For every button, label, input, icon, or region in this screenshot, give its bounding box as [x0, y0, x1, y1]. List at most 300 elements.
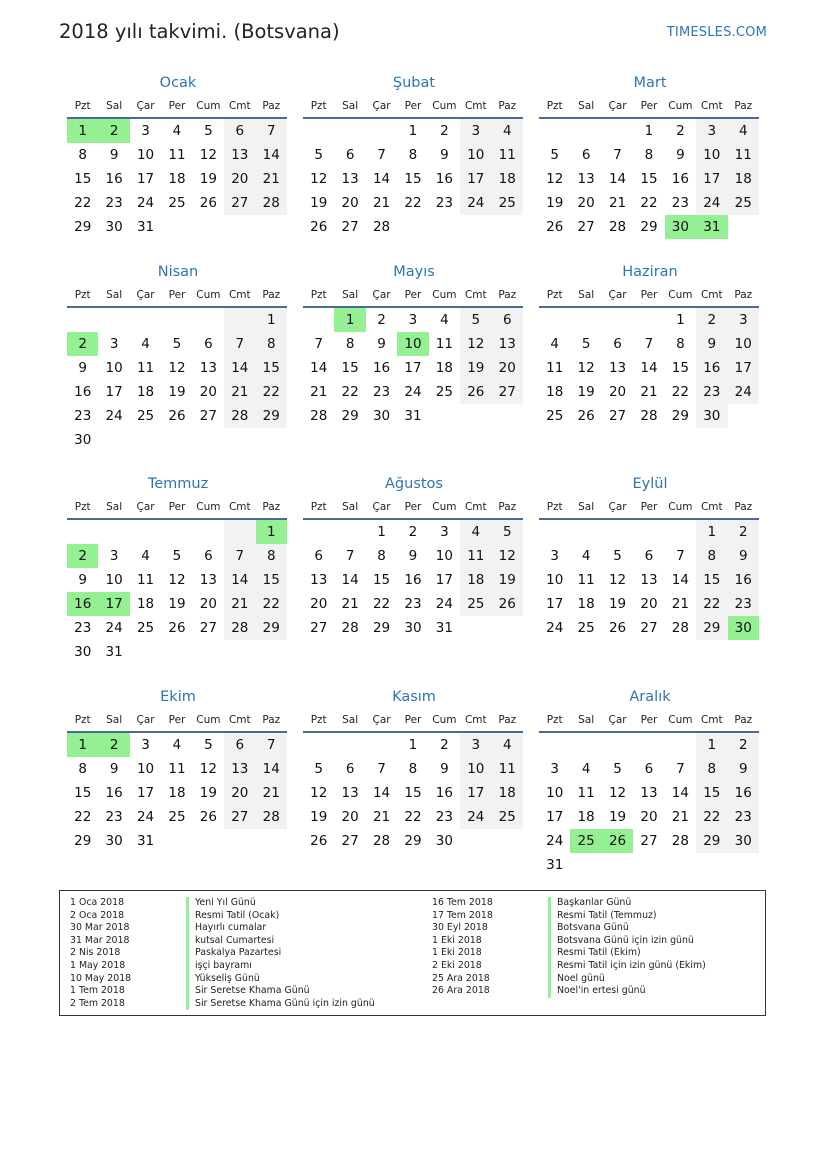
month-days-grid	[539, 495, 761, 640]
day-cell: 20	[199, 596, 217, 612]
day-cell: 23	[74, 620, 92, 636]
weekday-header: Pzt	[303, 94, 334, 119]
day-cell: 13	[341, 171, 359, 187]
day-cell: 3	[460, 119, 491, 143]
holiday-day: 2	[67, 544, 98, 568]
day-cell: 12	[460, 332, 491, 356]
empty-cell	[570, 119, 601, 143]
day-cell: 24	[404, 384, 422, 400]
day-cell: 24	[546, 620, 564, 636]
legend-column-left	[70, 897, 375, 1010]
day-cell: 5	[314, 147, 323, 163]
day-cell: 25	[492, 191, 523, 215]
day-cell: 5	[581, 336, 591, 352]
empty-cell	[67, 308, 98, 332]
weekday-header: Pzt	[67, 283, 98, 308]
day-cell: 4	[141, 336, 150, 352]
legend-holiday-name: Resmi Tatil için izin günü (Ekim)	[548, 960, 706, 973]
day-cell: 11	[168, 761, 186, 777]
day-cell: 7	[644, 336, 654, 352]
day-cell: 12	[577, 360, 595, 376]
legend-row	[432, 897, 706, 910]
holiday-day: 26	[602, 829, 633, 853]
legend-holiday-name: Botsvana Günü için izin günü	[548, 935, 694, 948]
day-cell: 6	[314, 548, 323, 564]
day-cell: 7	[256, 119, 287, 143]
day-cell: 10	[136, 761, 155, 777]
empty-cell	[303, 308, 334, 332]
month-title: Kasım	[392, 689, 436, 705]
empty-cell	[303, 520, 334, 544]
day-cell: 19	[460, 356, 491, 380]
day-cell: 12	[608, 572, 627, 588]
day-cell: 14	[671, 785, 689, 801]
legend-row	[70, 922, 375, 935]
weekday-header: Sal	[334, 94, 365, 119]
day-cell: 30	[74, 644, 92, 660]
day-cell: 21	[310, 384, 328, 400]
weekday-header: Paz	[728, 708, 759, 733]
day-cell: 23	[404, 596, 422, 612]
day-cell: 21	[372, 809, 391, 825]
weekday-header: Çar	[130, 708, 161, 733]
legend-row	[70, 998, 375, 1011]
legend-date: 10 May 2018	[70, 972, 132, 984]
day-cell: 19	[199, 785, 217, 801]
day-cell: 8	[256, 544, 287, 568]
month-days-grid	[67, 94, 289, 239]
day-cell: 17	[546, 596, 564, 612]
day-cell: 15	[256, 568, 287, 592]
day-cell: 7	[345, 548, 355, 564]
day-cell: 6	[204, 548, 213, 564]
day-cell: 1	[256, 308, 287, 332]
day-cell: 1	[408, 737, 418, 753]
day-cell: 6	[644, 761, 654, 777]
empty-cell	[570, 308, 601, 332]
day-cell: 7	[314, 336, 323, 352]
day-cell: 16	[728, 568, 759, 592]
day-cell: 24	[435, 596, 453, 612]
month-days-grid	[303, 708, 525, 853]
holiday-day: 31	[696, 215, 727, 239]
weekday-header: Pzt	[539, 495, 570, 520]
day-cell: 6	[492, 308, 523, 332]
month-9	[539, 473, 761, 640]
day-cell: 14	[256, 757, 287, 781]
day-cell: 19	[168, 384, 186, 400]
day-cell: 26	[199, 195, 217, 211]
legend-row	[70, 935, 375, 948]
day-cell: 23	[105, 195, 123, 211]
day-cell: 21	[640, 384, 658, 400]
month-7	[67, 473, 289, 664]
day-cell: 12	[168, 360, 186, 376]
day-cell: 11	[136, 572, 155, 588]
empty-cell	[570, 733, 601, 757]
holiday-day: 25	[570, 829, 601, 853]
day-cell: 18	[728, 167, 759, 191]
day-cell: 6	[613, 336, 622, 352]
day-cell: 31	[404, 408, 422, 424]
day-cell: 6	[345, 147, 355, 163]
day-cell: 16	[372, 360, 391, 376]
legend-date: 1 Oca 2018	[70, 897, 125, 908]
holiday-day: 2	[98, 733, 129, 757]
weekday-header: Çar	[130, 495, 161, 520]
holiday-day: 1	[67, 733, 98, 757]
day-cell: 24	[460, 191, 491, 215]
day-cell: 13	[640, 785, 658, 801]
day-cell: 27	[224, 805, 255, 829]
month-10	[67, 686, 289, 853]
day-cell: 15	[74, 171, 92, 187]
day-cell: 22	[372, 596, 391, 612]
weekday-header: Cum	[193, 495, 224, 520]
day-cell: 15	[404, 171, 422, 187]
legend-date: 1 Tem 2018	[70, 985, 125, 997]
weekday-header: Cmt	[224, 708, 255, 733]
weekday-header: Cum	[193, 94, 224, 119]
legend-holiday-name: Başkanlar Günü	[548, 897, 631, 910]
legend-column-right	[432, 897, 706, 998]
day-cell: 4	[460, 520, 491, 544]
month-days-grid	[539, 94, 761, 239]
day-cell: 2	[696, 308, 727, 332]
month-3	[539, 72, 761, 239]
day-cell: 6	[204, 336, 213, 352]
day-cell: 23	[696, 380, 727, 404]
day-cell: 9	[408, 548, 418, 564]
day-cell: 24	[105, 408, 123, 424]
day-cell: 2	[728, 733, 759, 757]
day-cell: 26	[199, 809, 217, 825]
day-cell: 27	[341, 833, 359, 849]
day-cell: 14	[372, 171, 391, 187]
day-cell: 11	[168, 147, 186, 163]
day-cell: 31	[546, 857, 564, 873]
day-cell: 19	[546, 195, 564, 211]
weekday-header: Cmt	[224, 283, 255, 308]
day-cell: 16	[105, 171, 123, 187]
empty-cell	[334, 733, 365, 757]
day-cell: 11	[577, 785, 595, 801]
site-link[interactable]: TIMESLES.COM	[666, 25, 767, 40]
empty-cell	[303, 733, 334, 757]
day-cell: 17	[728, 356, 759, 380]
weekday-header: Sal	[570, 283, 601, 308]
empty-cell	[161, 308, 192, 332]
day-cell: 18	[168, 171, 186, 187]
day-cell: 20	[341, 809, 359, 825]
day-cell: 9	[109, 761, 119, 777]
day-cell: 30	[435, 833, 453, 849]
day-cell: 27	[199, 620, 217, 636]
weekday-header: Pzt	[303, 495, 334, 520]
weekday-header: Çar	[366, 495, 397, 520]
month-title: Nisan	[157, 264, 199, 280]
weekday-header: Çar	[130, 283, 161, 308]
day-cell: 20	[199, 384, 217, 400]
day-cell: 25	[577, 620, 595, 636]
legend-row	[70, 973, 375, 986]
day-cell: 24	[105, 620, 123, 636]
weekday-header: Cum	[429, 708, 460, 733]
weekday-header: Cmt	[224, 495, 255, 520]
day-cell: 29	[640, 219, 658, 235]
day-cell: 3	[109, 548, 119, 564]
day-cell: 30	[105, 219, 123, 235]
day-cell: 20	[224, 167, 255, 191]
day-cell: 18	[492, 781, 523, 805]
day-cell: 24	[136, 195, 155, 211]
day-cell: 9	[109, 147, 119, 163]
day-cell: 20	[492, 356, 523, 380]
empty-cell	[665, 520, 696, 544]
legend-holiday-name: Resmi Tatil (Ekim)	[548, 947, 641, 960]
day-cell: 14	[372, 785, 391, 801]
legend-date: 16 Tem 2018	[432, 897, 493, 908]
day-cell: 18	[577, 809, 595, 825]
day-cell: 22	[256, 380, 287, 404]
day-cell: 23	[435, 195, 453, 211]
day-cell: 21	[671, 596, 689, 612]
month-title: Temmuz	[147, 476, 209, 492]
day-cell: 19	[608, 809, 627, 825]
day-cell: 10	[546, 785, 564, 801]
legend-row	[70, 960, 375, 973]
day-cell: 5	[613, 761, 622, 777]
weekday-header: Sal	[334, 283, 365, 308]
day-cell: 8	[345, 336, 355, 352]
legend-holiday-name: Yeni Yıl Günü	[186, 897, 256, 910]
day-cell: 8	[408, 147, 418, 163]
day-cell: 20	[577, 195, 595, 211]
day-cell: 12	[608, 785, 627, 801]
day-cell: 2	[377, 312, 386, 328]
legend-row	[70, 897, 375, 910]
day-cell: 3	[696, 119, 727, 143]
empty-cell	[130, 520, 161, 544]
day-cell: 11	[435, 336, 453, 352]
day-cell: 22	[696, 592, 727, 616]
day-cell: 31	[136, 833, 155, 849]
empty-cell	[98, 308, 129, 332]
day-cell: 3	[550, 548, 559, 564]
day-cell: 4	[440, 312, 449, 328]
day-cell: 21	[256, 167, 287, 191]
day-cell: 27	[640, 620, 658, 636]
day-cell: 16	[105, 785, 123, 801]
day-cell: 17	[435, 572, 453, 588]
day-cell: 10	[105, 360, 123, 376]
day-cell: 13	[608, 360, 627, 376]
day-cell: 23	[372, 384, 391, 400]
month-days-grid	[67, 708, 289, 853]
day-cell: 8	[408, 761, 418, 777]
day-cell: 2	[440, 123, 449, 139]
month-2	[303, 72, 525, 239]
day-cell: 7	[676, 548, 685, 564]
day-cell: 25	[168, 195, 186, 211]
day-cell: 24	[696, 191, 727, 215]
empty-cell	[665, 733, 696, 757]
weekday-header: Per	[633, 708, 664, 733]
day-cell: 14	[640, 360, 658, 376]
holiday-day: 17	[98, 592, 129, 616]
day-cell: 9	[676, 147, 685, 163]
empty-cell	[633, 308, 664, 332]
day-cell: 26	[460, 380, 491, 404]
legend-holiday-name: Noel'in ertesi günü	[548, 985, 646, 998]
weekday-header: Çar	[366, 708, 397, 733]
day-cell: 23	[435, 809, 453, 825]
day-cell: 10	[696, 143, 727, 167]
weekday-header: Çar	[602, 708, 633, 733]
day-cell: 28	[372, 833, 391, 849]
holiday-day: 1	[334, 308, 365, 332]
day-cell: 14	[608, 171, 627, 187]
day-cell: 23	[728, 805, 759, 829]
day-cell: 5	[314, 761, 323, 777]
weekday-header: Per	[397, 708, 428, 733]
weekday-header: Sal	[98, 708, 129, 733]
legend-holiday-name: Botsvana Günü	[548, 922, 629, 935]
day-cell: 13	[577, 171, 595, 187]
empty-cell	[67, 520, 98, 544]
weekday-header: Cmt	[460, 94, 491, 119]
legend-row	[70, 985, 375, 998]
day-cell: 10	[460, 757, 491, 781]
weekday-header: Per	[161, 94, 192, 119]
weekday-header: Çar	[602, 495, 633, 520]
empty-cell	[224, 520, 255, 544]
day-cell: 28	[671, 620, 689, 636]
legend-row	[70, 947, 375, 960]
day-cell: 29	[256, 404, 287, 428]
day-cell: 17	[460, 781, 491, 805]
legend-row	[432, 910, 706, 923]
day-cell: 15	[640, 171, 658, 187]
month-days-grid	[539, 283, 761, 428]
day-cell: 22	[640, 195, 658, 211]
day-cell: 15	[404, 785, 422, 801]
weekday-header: Sal	[98, 495, 129, 520]
day-cell: 23	[671, 195, 689, 211]
weekday-header: Paz	[492, 94, 523, 119]
day-cell: 22	[74, 195, 92, 211]
day-cell: 19	[608, 596, 627, 612]
day-cell: 13	[640, 572, 658, 588]
month-6	[539, 261, 761, 428]
day-cell: 12	[199, 761, 217, 777]
legend-row	[432, 960, 706, 973]
day-cell: 16	[696, 356, 727, 380]
day-cell: 25	[492, 805, 523, 829]
day-cell: 19	[168, 596, 186, 612]
day-cell: 30	[74, 432, 92, 448]
day-cell: 4	[581, 761, 591, 777]
day-cell: 8	[377, 548, 386, 564]
day-cell: 10	[546, 572, 564, 588]
day-cell: 24	[546, 833, 564, 849]
day-cell: 1	[676, 312, 685, 328]
day-cell: 3	[141, 123, 150, 139]
day-cell: 10	[136, 147, 155, 163]
weekday-header: Per	[633, 495, 664, 520]
day-cell: 8	[696, 544, 727, 568]
day-cell: 10	[460, 143, 491, 167]
day-cell: 18	[577, 596, 595, 612]
month-title: Eylül	[632, 476, 668, 492]
weekday-header: Pzt	[303, 708, 334, 733]
day-cell: 12	[310, 785, 328, 801]
weekday-header: Pzt	[539, 708, 570, 733]
legend-row	[432, 947, 706, 960]
month-days-grid	[67, 495, 289, 664]
empty-cell	[193, 520, 224, 544]
day-cell: 29	[404, 833, 422, 849]
day-cell: 1	[408, 123, 418, 139]
day-cell: 30	[105, 833, 123, 849]
month-11	[303, 686, 525, 853]
empty-cell	[602, 119, 633, 143]
day-cell: 11	[546, 360, 564, 376]
legend-date: 1 Eki 2018	[432, 947, 482, 959]
day-cell: 9	[440, 147, 449, 163]
weekday-header: Paz	[256, 708, 287, 733]
day-cell: 18	[136, 596, 155, 612]
month-title: Aralık	[629, 689, 671, 705]
day-cell: 9	[377, 336, 386, 352]
day-cell: 31	[435, 620, 453, 636]
day-cell: 29	[696, 616, 727, 640]
day-cell: 11	[728, 143, 759, 167]
day-cell: 28	[256, 805, 287, 829]
day-cell: 18	[460, 568, 491, 592]
day-cell: 2	[728, 520, 759, 544]
day-cell: 9	[440, 761, 449, 777]
day-cell: 18	[546, 384, 564, 400]
day-cell: 30	[728, 829, 759, 853]
day-cell: 11	[577, 572, 595, 588]
legend-date: 2 Tem 2018	[70, 997, 125, 1009]
day-cell: 4	[492, 733, 523, 757]
day-cell: 12	[310, 171, 328, 187]
day-cell: 3	[550, 761, 559, 777]
day-cell: 21	[224, 380, 255, 404]
day-cell: 15	[671, 360, 689, 376]
legend-date: 25 Ara 2018	[432, 972, 490, 984]
legend-date: 31 Mar 2018	[70, 934, 130, 946]
day-cell: 8	[78, 761, 87, 777]
day-cell: 17	[136, 785, 155, 801]
day-cell: 27	[492, 380, 523, 404]
day-cell: 15	[696, 781, 727, 805]
day-cell: 22	[256, 592, 287, 616]
day-cell: 7	[256, 733, 287, 757]
day-cell: 25	[546, 408, 564, 424]
weekday-header: Sal	[98, 94, 129, 119]
day-cell: 17	[136, 171, 155, 187]
weekday-header: Çar	[602, 283, 633, 308]
weekday-header: Per	[397, 94, 428, 119]
day-cell: 2	[440, 737, 449, 753]
day-cell: 8	[676, 336, 685, 352]
day-cell: 21	[256, 781, 287, 805]
day-cell: 28	[608, 219, 627, 235]
weekday-header: Sal	[570, 708, 601, 733]
